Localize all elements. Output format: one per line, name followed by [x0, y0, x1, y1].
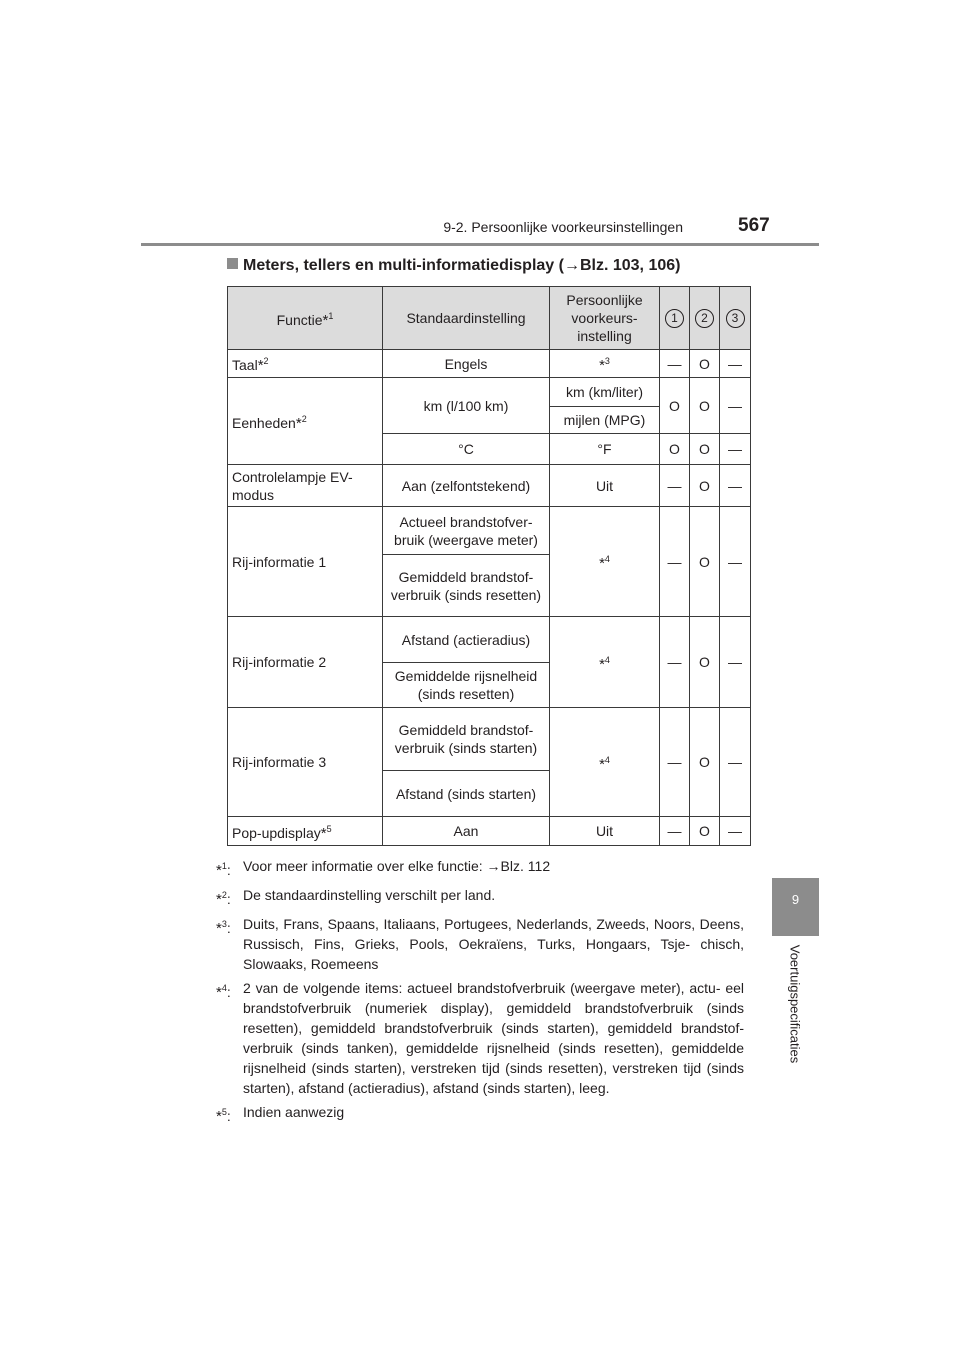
table-row — [228, 708, 751, 771]
footnote-2 — [216, 885, 744, 910]
header-function: Functie*$^1$ — [228, 287, 383, 350]
default-cell: Gemiddelde rijsnelheid (sinds resetten) — [383, 663, 550, 708]
footnote-label: *$^2$: — [216, 890, 231, 908]
col3-cell: — — [720, 434, 751, 465]
running-header: 9-2. Persoonlijke voorkeursinstellingen — [443, 219, 683, 235]
footnote-text: Indien aanwezig — [243, 1104, 345, 1120]
header-custom: Persoonlijke voorkeurs- instelling — [550, 287, 660, 350]
footnote-label: *$^5$: — [216, 1107, 231, 1125]
custom-cell: mijlen (MPG) — [550, 407, 660, 434]
chapter-label-text: Voertuigspecificaties — [787, 944, 803, 1064]
function-cell: Pop-updisplay*$^5$ — [228, 817, 383, 846]
default-cell: °C — [383, 434, 550, 465]
col2-cell: O — [690, 507, 720, 617]
default-cell: Gemiddeld brandstof- verbruik (sinds starten) — [383, 708, 550, 771]
default-cell: Engels — [383, 350, 550, 378]
footnote-label: *$^1$: — [216, 861, 231, 879]
footnote-1 — [216, 856, 744, 881]
footnote-3 — [216, 914, 744, 974]
circled-1-icon: 1 — [665, 309, 684, 328]
header-default: Standaardinstelling — [383, 287, 550, 350]
custom-cell: Uit — [550, 465, 660, 507]
footnote-4 — [216, 978, 744, 1098]
col3-cell: — — [720, 817, 751, 846]
default-cell: Afstand (actieradius) — [383, 617, 550, 663]
section-title-text: Meters, tellers en multi-informatiedisplay ( — [243, 257, 564, 274]
custom-cell: *$^3$ — [550, 350, 660, 378]
footnote-text: De standaardinstelling verschilt per land. — [243, 887, 496, 903]
col2-cell: O — [690, 817, 720, 846]
header-rule — [141, 243, 819, 246]
header-col-1 — [660, 287, 690, 350]
default-cell: Actueel brandstofver- bruik (weergave meter) — [383, 507, 550, 555]
col3-cell: — — [720, 708, 751, 817]
col3-cell: — — [720, 617, 751, 708]
table-row — [228, 378, 751, 407]
col3-cell: — — [720, 350, 751, 378]
col1-cell: — — [660, 708, 690, 817]
chapter-tab: 9 — [772, 878, 819, 936]
col1-cell: — — [660, 350, 690, 378]
footnote-label: *$^4$: — [216, 983, 231, 1001]
circled-2-icon: 2 — [695, 309, 714, 328]
function-cell: Taal*$^2$ — [228, 350, 383, 378]
page-number: 567 — [738, 215, 770, 236]
custom-cell: *$^4$ — [550, 507, 660, 617]
header-col-2 — [690, 287, 720, 350]
footnotes — [216, 856, 744, 1131]
default-cell: Afstand (sinds starten) — [383, 771, 550, 817]
footnote-5 — [216, 1102, 744, 1127]
section-title — [227, 257, 680, 275]
col3-cell: — — [720, 465, 751, 507]
col2-cell: O — [690, 350, 720, 378]
default-cell: Aan (zelfontstekend) — [383, 465, 550, 507]
col1-cell: O — [660, 378, 690, 434]
col2-cell: O — [690, 434, 720, 465]
header-col-3 — [720, 287, 751, 350]
default-cell: Aan — [383, 817, 550, 846]
col3-cell: — — [720, 378, 751, 434]
settings-table — [227, 286, 751, 846]
col2-cell: O — [690, 708, 720, 817]
table-row — [228, 465, 751, 507]
table-header-row — [228, 287, 751, 350]
col1-cell: O — [660, 434, 690, 465]
arrow-right-icon: → — [563, 257, 580, 274]
table-row — [228, 617, 751, 663]
custom-cell: °F — [550, 434, 660, 465]
table-row — [228, 350, 751, 378]
footnote-text: Voor meer informatie over elke functie: →Blz. 112 — [243, 858, 551, 874]
default-cell: km (l/100 km) — [383, 378, 550, 434]
col2-cell: O — [690, 617, 720, 708]
section-title-ref: Blz. 103, 106) — [579, 257, 681, 274]
function-cell: Eenheden*$^2$ — [228, 378, 383, 465]
custom-cell: km (km/liter) — [550, 378, 660, 407]
footnote-text: Duits, Frans, Spaans, Italiaans, Portugees, Nederlands, Zweeds, Noors, Deens, Russisch, Fins, Grieks, Pools, Oekraïens, Turks, Hongaars, Tsje- chisch, Slowaaks, Roemeens — [243, 916, 744, 972]
function-cell: Controlelampje EV-modus — [228, 465, 383, 507]
col3-cell: — — [720, 507, 751, 617]
square-bullet-icon — [227, 258, 238, 269]
circled-3-icon: 3 — [726, 309, 745, 328]
col2-cell: O — [690, 378, 720, 434]
col1-cell: — — [660, 507, 690, 617]
default-cell: Gemiddeld brandstof- verbruik (sinds resetten) — [383, 555, 550, 617]
function-cell: Rij-informatie 2 — [228, 617, 383, 708]
custom-cell: Uit — [550, 817, 660, 846]
col1-cell: — — [660, 817, 690, 846]
col1-cell: — — [660, 465, 690, 507]
table-row — [228, 817, 751, 846]
col1-cell: — — [660, 617, 690, 708]
function-cell: Rij-informatie 3 — [228, 708, 383, 817]
col2-cell: O — [690, 465, 720, 507]
footnote-text: 2 van de volgende items: actueel brandstofverbruik (weergave meter), actu- eel brandstofverbruik (numeriek display), gemiddeld brandstofverbruik (sinds resetten), gemiddeld brandstofverbruik (sinds starten), gemiddeld brandstof- verbruik (sinds tanken), gemiddelde rijsnelheid (sinds resetten), gemiddelde rijsnelheid (sinds starten), verstreken tijd (sinds resetten), verstreken tijd (sinds starten), afstand (actieradius), afstand (sinds starten), leeg. — [243, 980, 744, 1096]
table-row — [228, 507, 751, 555]
footnote-label: *$^3$: — [216, 919, 231, 937]
custom-cell: *$^4$ — [550, 617, 660, 708]
function-cell: Rij-informatie 1 — [228, 507, 383, 617]
custom-cell: *$^4$ — [550, 708, 660, 817]
